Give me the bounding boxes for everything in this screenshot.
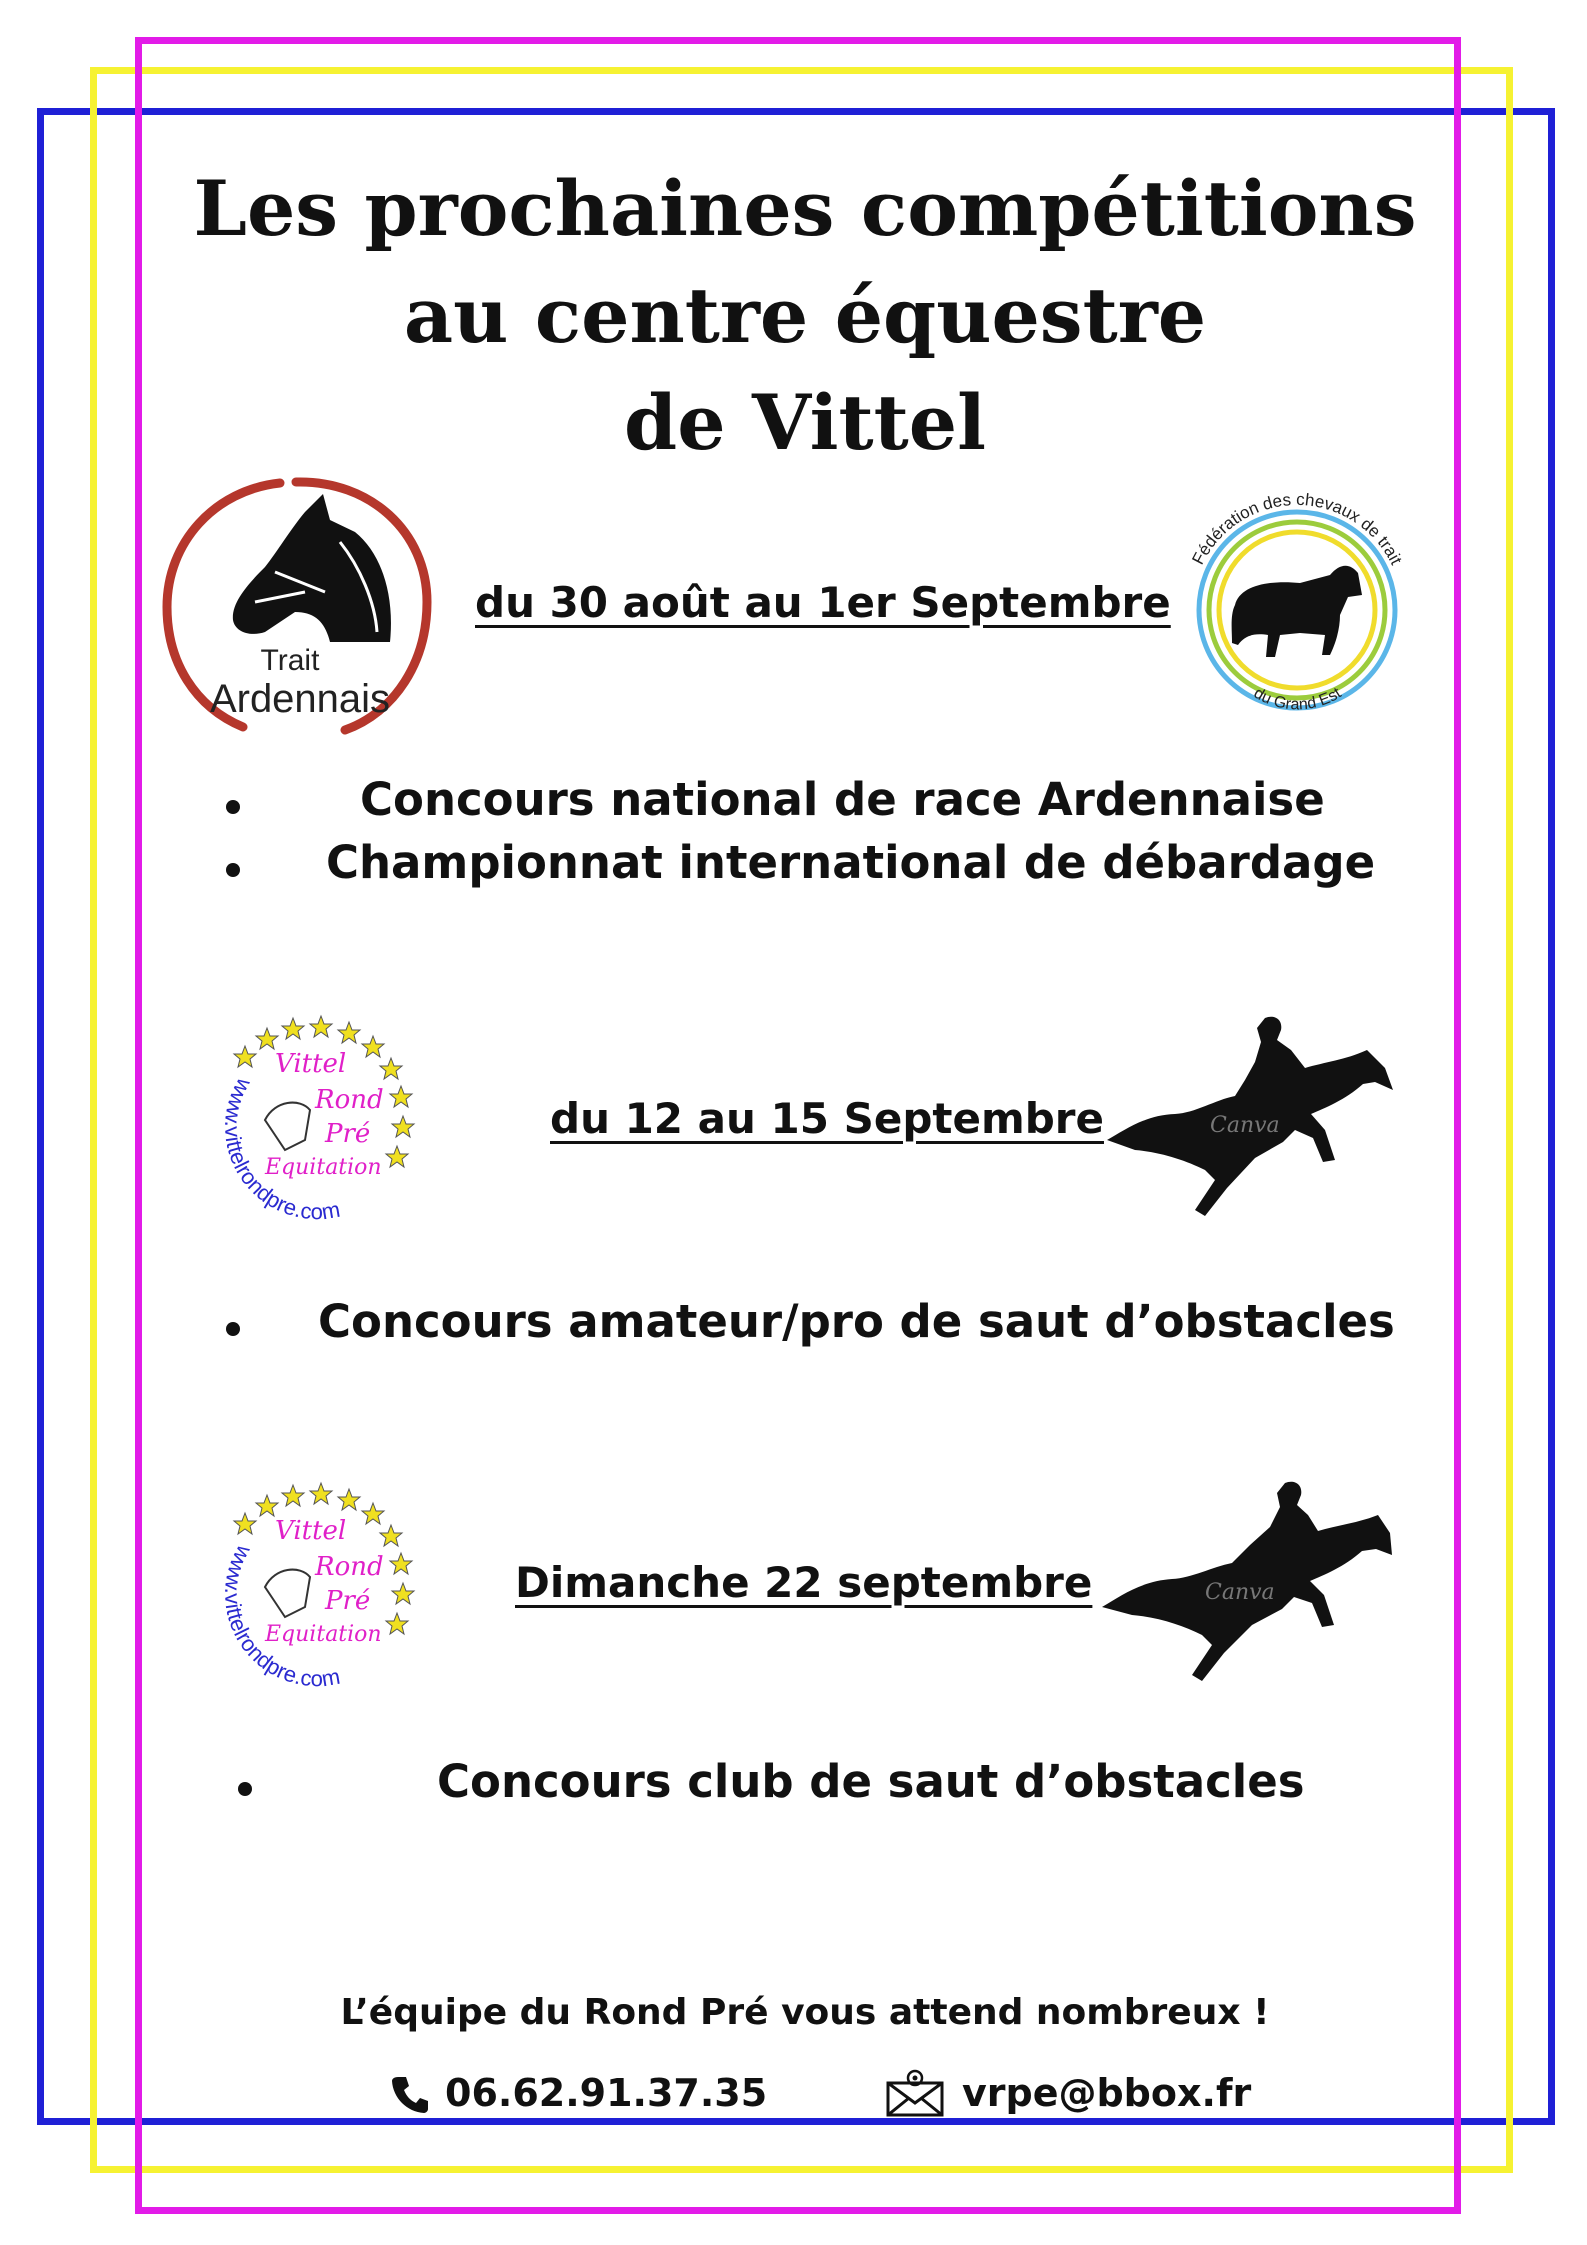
rond-word: Rond (315, 1085, 384, 1115)
email-address[interactable]: vrpe@bbox.fr (962, 2071, 1252, 2115)
phone-number[interactable]: 06.62.91.37.35 (445, 2071, 768, 2115)
equitation-word: Equitation (265, 1622, 382, 1647)
ardennais-name-text: Ardennais (209, 677, 391, 721)
event-date-1: du 30 août au 1er Septembre (475, 578, 1171, 627)
footer-message: L’équipe du Rond Pré vous attend nombreux ! (340, 1992, 1270, 2033)
federation-arc-bottom: du Grand Est (1250, 684, 1345, 714)
event-3-item-1: Concours club de saut d’obstacles (437, 1755, 1305, 1808)
vittel-word: Vittel (275, 1516, 347, 1546)
event-1-item-1: Concours national de race Ardennaise (360, 773, 1325, 826)
page-title (140, 155, 1470, 476)
vittel-url-arc: www.vittelrondpre.com (219, 1541, 342, 1692)
pre-word: Pré (325, 1586, 371, 1616)
event-1-item-2: Championnat international de débardage (326, 836, 1376, 889)
bullet (226, 863, 240, 877)
vittel-url-arc: www.vittelrondpre.com (219, 1074, 342, 1225)
phone-icon (390, 2074, 430, 2114)
vittel-rond-pre-logo (205, 1010, 420, 1225)
title-line-1: Les prochaines compétitions (193, 164, 1417, 253)
vittel-rond-pre-logo (205, 1477, 420, 1692)
ardennais-trait-text: Trait (260, 644, 320, 677)
canva-watermark: Canva (1210, 1113, 1280, 1138)
federation-logo (1180, 485, 1415, 725)
title-line-2: au centre équestre (403, 271, 1207, 360)
event-date-2: du 12 au 15 Septembre (550, 1094, 1104, 1143)
show-jumping-horse-silhouette (1105, 1010, 1395, 1225)
title-line-3: de Vittel (624, 378, 986, 467)
envelope-icon (885, 2068, 945, 2118)
bullet (226, 1322, 240, 1336)
rond-word: Rond (315, 1552, 384, 1582)
trait-ardennais-logo (155, 472, 438, 744)
show-jumping-horse-silhouette (1100, 1475, 1395, 1690)
equitation-word: Equitation (265, 1155, 382, 1180)
svg-text:Fédération des chevaux de trai (1188, 490, 1406, 568)
federation-arc-top: Fédération des chevaux de trait (1188, 489, 1406, 568)
bullet (226, 800, 240, 814)
bullet (238, 1782, 252, 1796)
vittel-word: Vittel (275, 1049, 347, 1079)
event-2-item-1: Concours amateur/pro de saut d’obstacles (318, 1295, 1395, 1348)
canva-watermark: Canva (1205, 1580, 1275, 1605)
pre-word: Pré (325, 1119, 371, 1149)
event-date-3: Dimanche 22 septembre (515, 1558, 1093, 1607)
